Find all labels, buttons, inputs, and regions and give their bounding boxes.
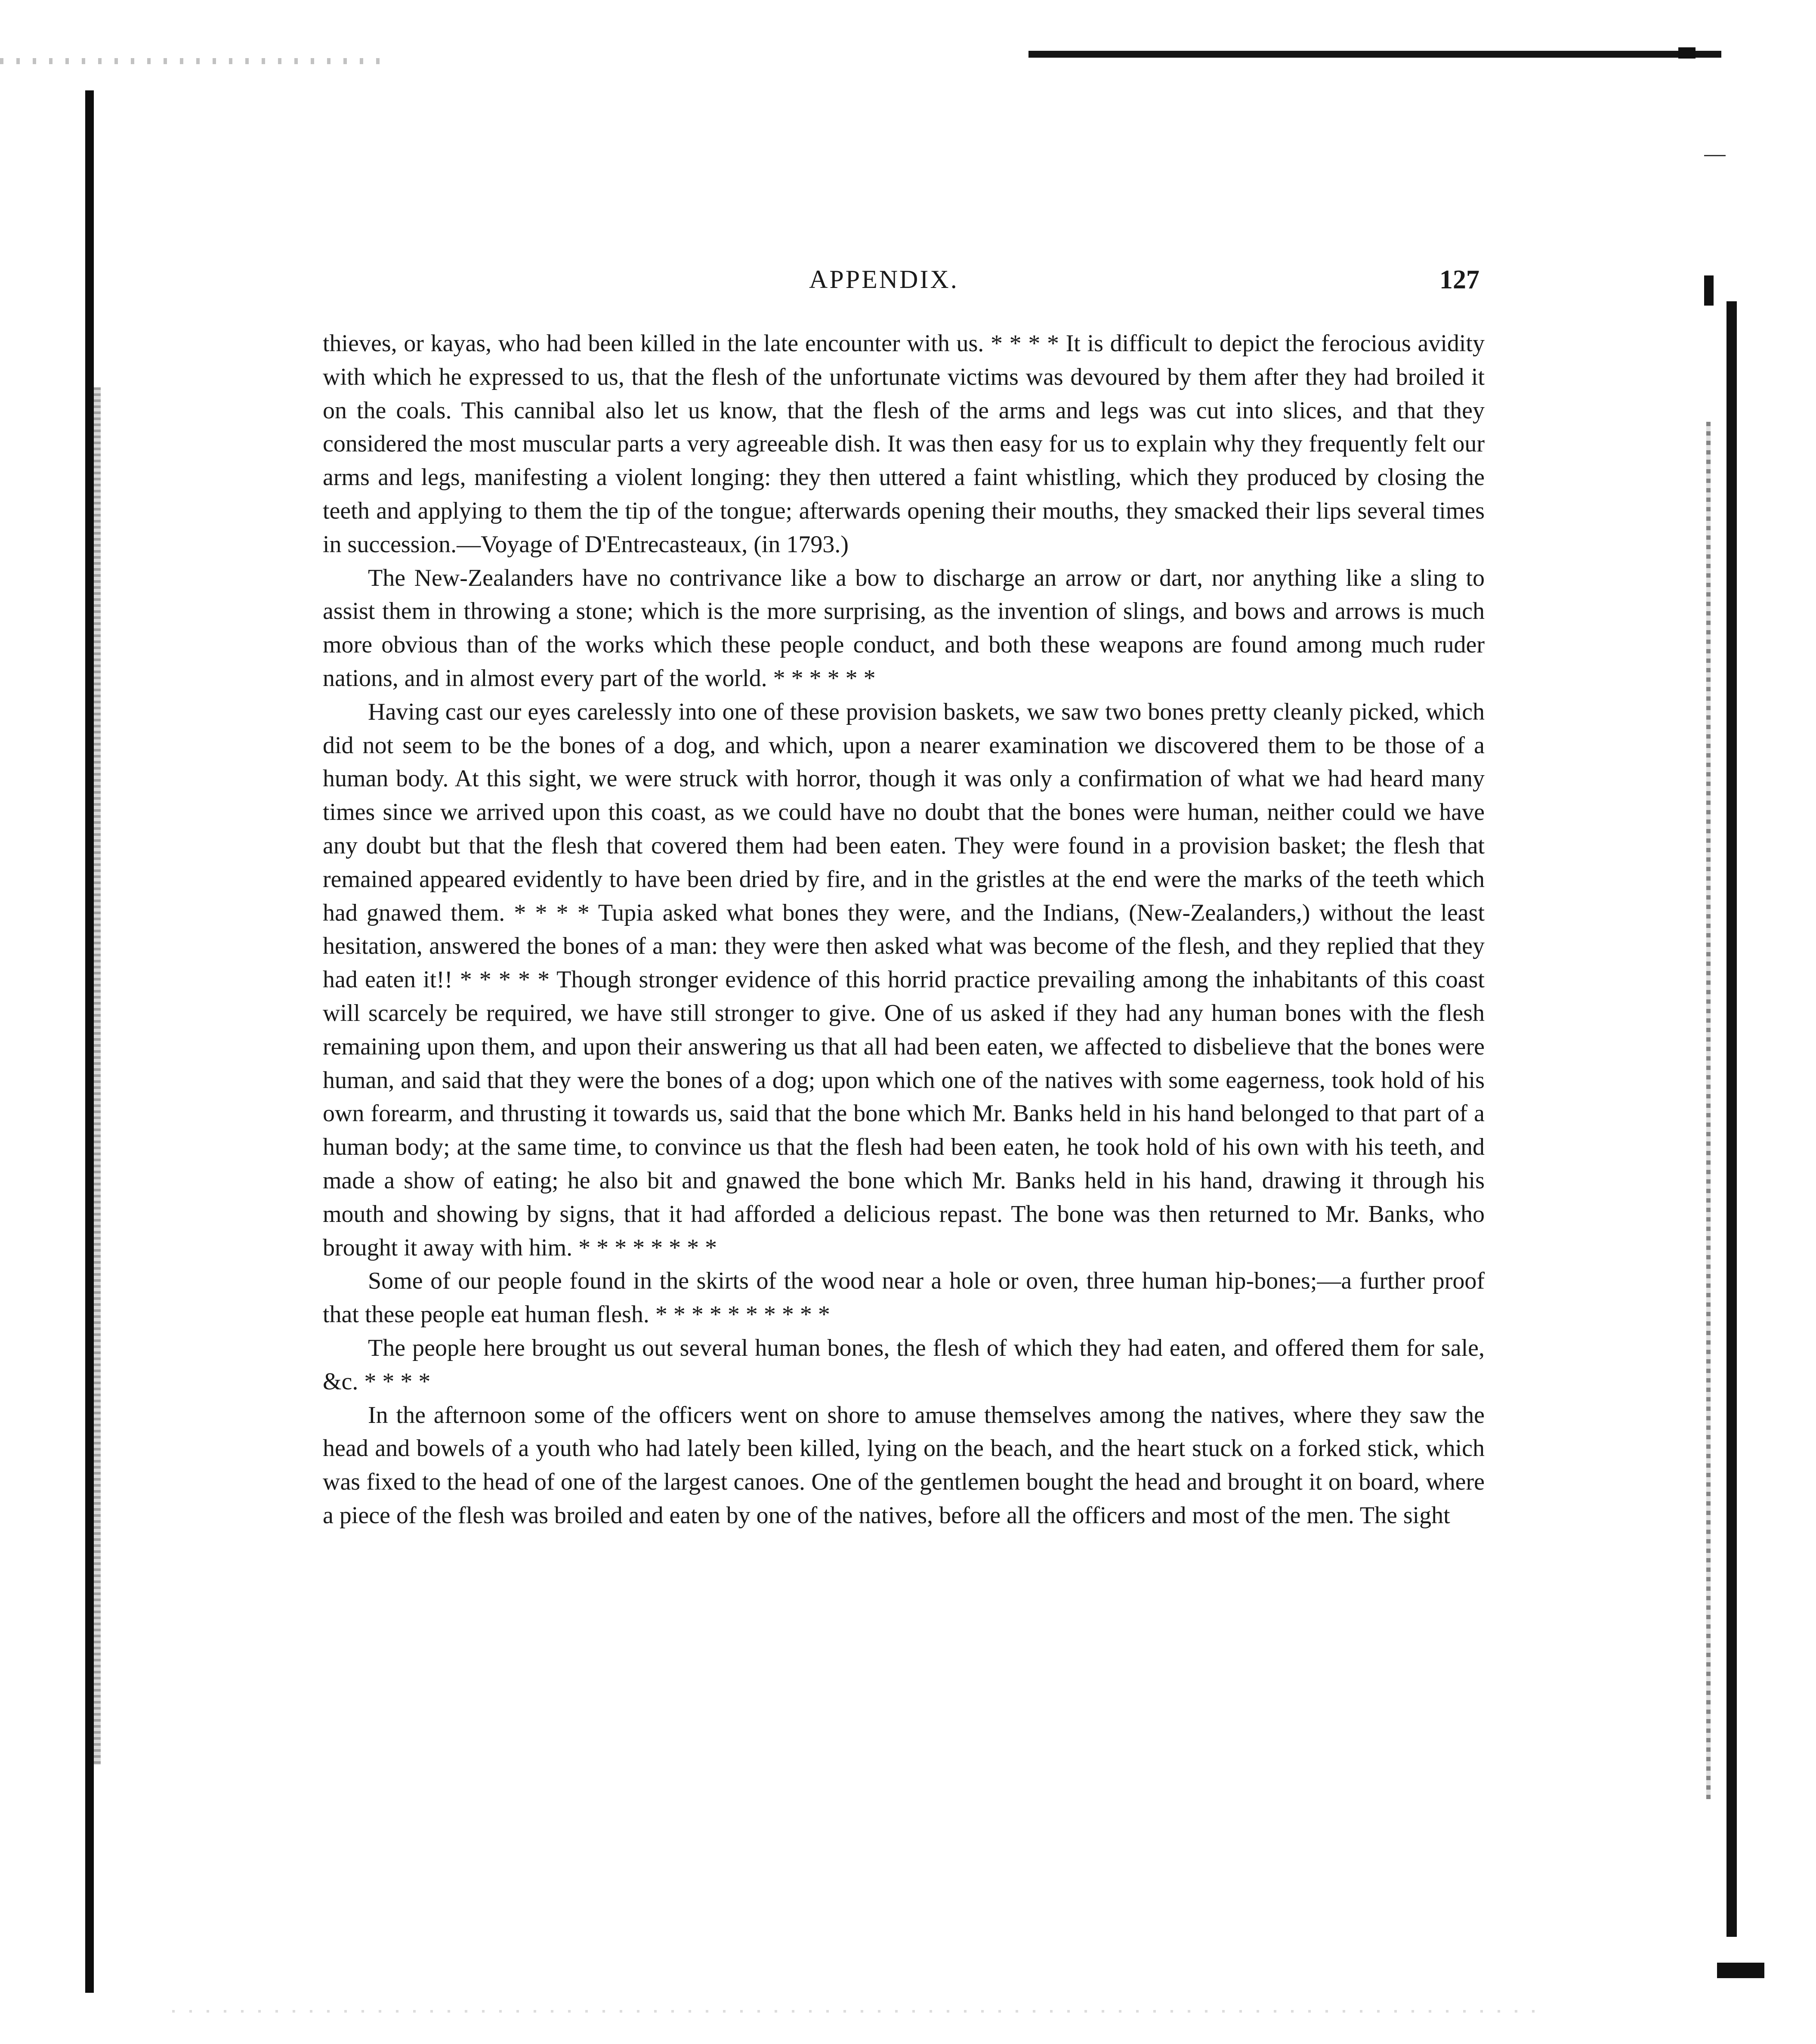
paragraph: Having cast our eyes carelessly into one of these provision baskets, we saw two bones pretty cleanly picked, which did not seem to be the bones of a dog, and which, upon a nearer examination we discovered them to be those of a human body. At this sight, we were struck with horror, though it was only a confirmation of what we had heard many times since we arrived upon this coast, as we could have no doubt that the bones were human, neither could we have any doubt but that the flesh that covered them had been eaten. They were found in a provision basket; the flesh that remained appeared evidently to have been dried by fire, and in the gristles at the end were the marks of the teeth which had gnawed them. * * * * Tupia asked what bones they were, and the Indians, (New-Zealanders,) without the least hesitation, answered the bones of a man: they were then asked what was become of the flesh, and they replied that they had eaten it!! * * * * * Though stronger evidence of this horrid practice prevailing among the inhabitants of this coast will scarcely be required, we have still stronger to give. One of us asked if they had any human bones with the flesh remaining upon them, and upon their answering us that all had been eaten, we affected to disbelieve that the bones were human, and said that they were the bones of a dog; upon which one of the natives with some eagerness, took hold of his own forearm, and thrusting it towards us, said that the bone which Mr. Banks held in his hand belonged to that part of a human body; at the same time, to convince us that the flesh had been eaten, he took hold of his own with his teeth, and made a show of eating; he also bit and gnawed the bone which Mr. Banks held in his hand, drawing it through his mouth and showing by signs, that it had afforded a delicious repast. The bone was then returned to Mr. Banks, who brought it away with him. * * * * * * * *	[323, 698, 1485, 1261]
paragraph: thieves, or kayas, who had been killed in the late encounter with us. * * * * It is difficult to depict the ferocious avidity with which he expressed to us, that the flesh of the unfortunate victims was devoured by them after they had broiled it on the coals. This cannibal also let us know, that the flesh of the arms and legs was cut into slices, and that they considered the most muscular parts a very agreeable dish. It was then easy for us to explain why they frequently felt our arms and legs, manifesting a violent longing: they then uttered a faint whistling, which they produced by closing the teeth and applying to them the tip of the tongue; afterwards opening their mouths, they smacked their lips several times in succession.—Voyage of D'Entrecasteaux, (in 1793.)	[323, 330, 1485, 558]
scan-top-noise	[0, 58, 387, 64]
page-number: 127	[1439, 265, 1479, 294]
paragraph: The New-Zealanders have no contrivance like a bow to discharge an arrow or dart, nor anything like a sling to assist them in throwing a stone; which is the more surprising, as the invention of slings, and bows and arrows is much more obvious than of the works which these people conduct, and both these weapons are found among much ruder nations, and in almost every part of the world. * * * * * *	[323, 564, 1485, 692]
scan-binding-edge-left	[85, 90, 94, 1993]
scan-bottom-noise	[172, 2010, 1549, 2013]
scan-bottom-corner-mark	[1717, 1963, 1764, 1978]
paragraph: In the afternoon some of the officers went on shore to amuse themselves among the natives, where they saw the head and bowels of a youth who had lately been killed, lying on the beach, and the heart stuck on a forked stick, which was fixed to the head of one of the largest canoes. One of the gentlemen bought the head and brought it on board, where a piece of the flesh was broiled and eaten by one of the natives, before all the officers and most of the men. The sight	[323, 1401, 1485, 1529]
paragraph: Some of our people found in the skirts of the wood near a hole or oven, three human hip-bones;—a further proof that these people eat human flesh. * * * * * * * * * *	[323, 1268, 1485, 1328]
scan-binding-texture-left	[94, 387, 101, 1765]
scan-top-rule	[1028, 51, 1721, 58]
running-head	[0, 265, 1816, 303]
scan-edge-texture-right	[1706, 422, 1711, 1799]
scan-margin-mark	[1704, 155, 1726, 156]
running-head-title: APPENDIX.	[809, 265, 959, 294]
body-text	[323, 327, 1485, 1533]
paragraph: The people here brought us out several human bones, the flesh of which they had eaten, and offered them for sale, &c. * * * *	[323, 1334, 1485, 1395]
scan-top-rule-end	[1678, 47, 1696, 59]
scan-edge-right	[1726, 301, 1737, 1937]
